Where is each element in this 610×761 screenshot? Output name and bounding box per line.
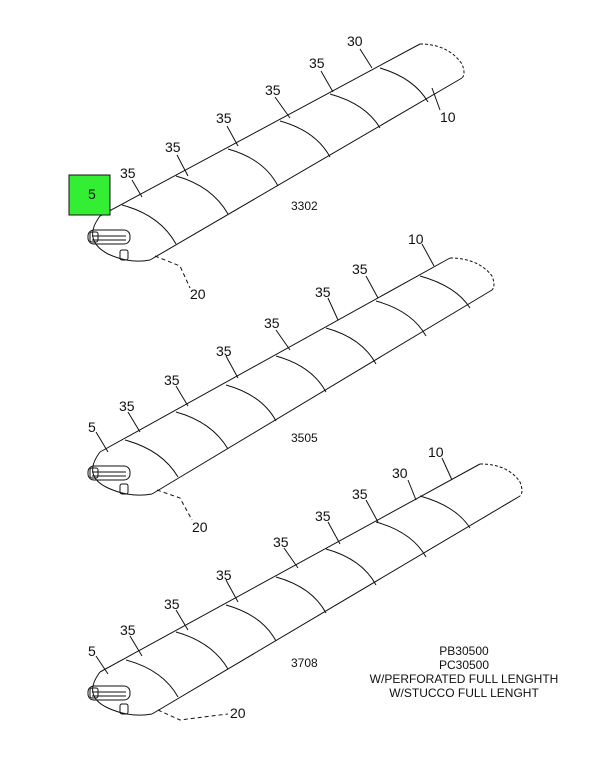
callout-35[interactable]: 35 bbox=[315, 284, 331, 300]
model-number: 3505 bbox=[291, 431, 318, 445]
callout-35[interactable]: 35 bbox=[164, 596, 180, 612]
callout-35[interactable]: 35 bbox=[120, 165, 136, 181]
notes-block bbox=[370, 644, 559, 700]
model-number: 3302 bbox=[291, 199, 318, 213]
callout-35[interactable]: 35 bbox=[120, 622, 136, 638]
note-line-4: W/STUCCO FULL LENGHT bbox=[389, 686, 539, 700]
callout-5[interactable]: 5 bbox=[88, 643, 96, 659]
callout-30[interactable]: 30 bbox=[347, 33, 363, 49]
note-line-2: PC30500 bbox=[438, 658, 490, 672]
callout-20[interactable]: 20 bbox=[190, 286, 206, 302]
callout-35[interactable]: 35 bbox=[273, 534, 289, 550]
note-line-3: W/PERFORATED FULL LENGHTH bbox=[369, 672, 559, 686]
callout-35[interactable]: 35 bbox=[352, 486, 368, 502]
callout-35[interactable]: 35 bbox=[264, 315, 280, 331]
callout-35[interactable]: 35 bbox=[352, 261, 368, 277]
callout-35[interactable]: 35 bbox=[119, 398, 135, 414]
callout-35[interactable]: 35 bbox=[165, 139, 181, 155]
callout-35[interactable]: 35 bbox=[216, 567, 232, 583]
callout-10[interactable]: 10 bbox=[428, 444, 444, 460]
callout-20[interactable]: 20 bbox=[230, 705, 246, 721]
callout-5[interactable]: 5 bbox=[88, 186, 96, 202]
assembly-3302 bbox=[69, 33, 464, 302]
callout-30[interactable]: 30 bbox=[392, 465, 408, 481]
callout-35[interactable]: 35 bbox=[216, 343, 232, 359]
callout-35[interactable]: 35 bbox=[309, 55, 325, 71]
callout-35[interactable]: 35 bbox=[164, 372, 180, 388]
callout-35[interactable]: 35 bbox=[315, 508, 331, 524]
callout-35[interactable]: 35 bbox=[216, 110, 232, 126]
note-line-1: PB30500 bbox=[439, 644, 489, 658]
callout-35[interactable]: 35 bbox=[265, 82, 281, 98]
model-number: 3708 bbox=[291, 656, 318, 670]
callout-20[interactable]: 20 bbox=[192, 519, 208, 535]
tube-body bbox=[88, 44, 464, 261]
callout-10[interactable]: 10 bbox=[408, 231, 424, 247]
callout-10[interactable]: 10 bbox=[440, 109, 456, 125]
callout-5[interactable]: 5 bbox=[88, 419, 96, 435]
leader-lines bbox=[96, 244, 434, 520]
